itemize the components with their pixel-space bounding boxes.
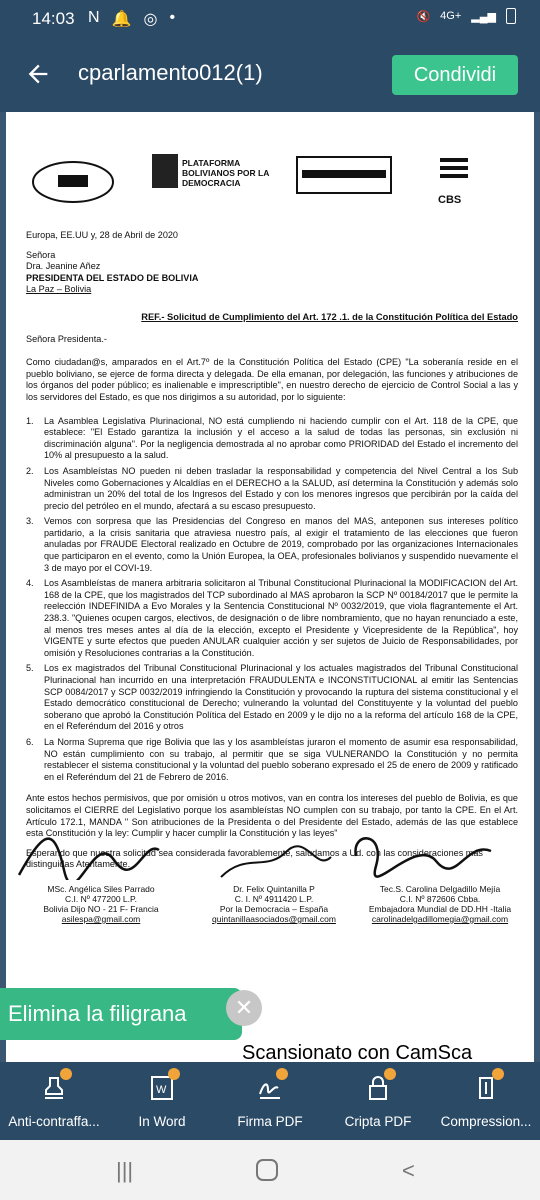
crown-icon (276, 1068, 288, 1080)
list-item: 6. La Norma Suprema que rige Bolivia que las y los asambleístas juraron el momento de asumir esa responsabilidad, NO están cumplimiento con su trabajo, al permitir que se siga VULNERANDO la Constitución y no permita restablecer el sistema constitucional y la voluntad del pueblo soberano expresado el 25 de enero de 2009 y ratificado en el Referéndum del 21 de Febrero de 2016. (26, 736, 518, 782)
signer-email: asilespa@gmail.com (61, 914, 141, 924)
document-page (6, 112, 534, 1062)
document-title: cparlamento012(1) (78, 60, 263, 85)
crown-icon (492, 1068, 504, 1080)
signer-email: quintanillaasociados@gmail.com (212, 914, 336, 924)
tool-in-word[interactable] (108, 1062, 216, 1140)
list-item: 5. Los ex magistrados del Tribunal Constitucional Plurinacional y los actuales magistrados del Tribunal Constitucional Plurinacional han incurrido en una interpretación FRAUDULENTA e INCONSTITUCIONAL al emitir las Sentencias SCP 0084/2017 y SCP 0032/2019 infringiendo la Constitución y provocando la ruptura del sistema constitucional y el Estado democrático constitucional de Derecho; vulnerando la voluntad del Constituyente y la voluntad del pueblo soberano que aprobó la Constitución Política del Estado en 2009 y le dijo no a la reforma del artículo 168 de la CPE, en el Referéndum del 2016 y otros (26, 663, 518, 732)
logo-plataforma-text: PLATAFORMA BOLIVIANOS POR LA DEMOCRACIA (182, 158, 270, 188)
share-button[interactable]: Condividi (392, 55, 518, 95)
signature-2-scribble (216, 842, 336, 882)
addressee-name: Dra. Jeanine Añez (26, 261, 101, 272)
addressee-title: PRESIDENTA DEL ESTADO DE BOLIVIA (26, 272, 199, 283)
bell-icon: 🔔 (111, 11, 132, 28)
greeting: Señora Presidenta.- (26, 333, 107, 344)
mute-icon: 🔇 (416, 10, 431, 23)
signatures (6, 812, 534, 932)
signer-id: C.I. Nº 872606 Cbba. (399, 894, 481, 904)
tool-label: Cripta PDF (344, 1114, 412, 1129)
tool-label: Compression... (440, 1114, 532, 1129)
system-nav-bar (0, 1140, 540, 1200)
signature-1-scribble (14, 820, 164, 880)
tool-label: Firma PDF (237, 1114, 303, 1129)
tool-encrypt-pdf[interactable] (324, 1062, 432, 1140)
signer-email: carolinadelgadillomegia@gmail.com (371, 914, 509, 924)
signature-block-1 (26, 884, 176, 924)
tool-compression[interactable] (432, 1062, 540, 1140)
bottom-toolbar (0, 1062, 540, 1140)
signer-id: C.I. Nº 477200 L.P. (65, 894, 137, 904)
list-item: 1. La Asamblea Legislativa Plurinacional, NO está cumpliendo ni haciendo cumplir con el Art. 118 de la CPE, que establece: "El Estado garantiza la inclusión y el acceso a la salud de todas las personas, sin exclusión ni discriminación alguna". Por la negligencia demostrada al no aprobar como PRIORIDAD del Estado el incremento del 10% al presupuesto a la salud. (26, 415, 518, 461)
crown-icon (168, 1068, 180, 1080)
crown-icon (60, 1068, 72, 1080)
notification-icons (88, 9, 175, 29)
signer-org: Embajadora Mundial de DD.HH -Italia (368, 904, 512, 914)
status-time: 14:03 (32, 9, 75, 28)
intro-paragraph: Como ciudadan@s, amparados en el Art.7º de la Constitución Política del Estado (CPE) "La soberanía reside en el pueblo boliviano, se ejerce de forma directa y delegada. De ella emanan, por delegación, las funciones y atribuciones de los órganos del poder público; es inalienable e imprescriptible", en nuestro derecho de ejercicio de Control Social a las y los servidores del Estado, es que nos dirigimos a su autoridad, por lo siguiente: (26, 357, 518, 402)
app-bar (0, 38, 540, 112)
recents-icon[interactable]: ||| (116, 1158, 134, 1183)
signature-block-2 (194, 884, 354, 924)
addressee-city: La Paz – Bolivia (26, 284, 92, 295)
cbs-logo-icon (434, 152, 474, 192)
remove-watermark-button[interactable]: Elimina la filigrana (0, 988, 242, 1040)
logo-internacional (28, 160, 118, 205)
signer-id: C. I. Nº 4911420 L.P. (234, 894, 314, 904)
addressee-block (26, 250, 518, 296)
addressee-salutation: Señora (26, 249, 56, 260)
crown-icon (384, 1068, 396, 1080)
close-icon[interactable]: ✕ (226, 990, 262, 1026)
status-bar (0, 0, 540, 38)
tool-label: In Word (138, 1114, 186, 1129)
list-item: 3. Vemos con sorpresa que las Presidencias del Congreso en manos del MAS, anteponen sus intereses político partidario, a la crisis sanitaria que atraviesa nuestro país, al exigir el tratamiento de las elecciones que fueron anuladas por FRAUDE Electoral realizado en Octubre de 2019, comprobado por las organizaciones Internacionales que participaron en el evento, como la Unión Europea, la OEA, profesionales bolivianos y suspendido nuevamente el 3 de mayo por el COVI-19. (26, 516, 518, 573)
instagram-icon: ◎ (143, 11, 158, 28)
logo-plataforma-icon (152, 154, 178, 188)
n-icon: N (88, 9, 100, 26)
signer-name: Dr. Felix Quintanilla P (233, 884, 315, 894)
status-right (416, 8, 516, 24)
home-icon[interactable] (256, 1159, 278, 1181)
signature-block-3 (352, 884, 528, 924)
list-item: 2. Los Asambleístas NO pueden ni deben trasladar la responsabilidad y competencia del Nivel Central a los Sub Niveles como Gobernaciones y Alcaldías en el DERECHO a la SALUD, así determina la Constitución y además solo administran un 20% del total de los Ingresos del Estado y con los menores ingresos que percibirán por la caída del precio del petróleo en el mundo, afectará a su escaso presupuesto. (26, 465, 518, 511)
tool-label: Anti-contraffa... (8, 1114, 100, 1129)
closing-paragraph: Ante estos hechos permisivos, que por omisión u otros motivos, van en contra los intereses del pueblo de Bolivia, es que solicitamos el CIERRE del Legislativo porque los asambleístas NO cumplen con su trabajo, por tanto la CPE. En el Art. Artículo 172.1, MANDA " Son atribuciones de la Presidenta o del Presidente del Estado, además de las que establece esta Constitución y la ley: Cumplir y hacer cumplir la Constitución y las leyes" (26, 793, 518, 839)
document-viewer[interactable] (0, 112, 540, 1062)
tool-anti-counterfeit[interactable] (0, 1062, 108, 1140)
signer-name: Tec.S. Carolina Delgadillo Mejía (379, 884, 501, 894)
letter-body (26, 230, 518, 878)
svg-text:W: W (156, 1084, 167, 1096)
reference-line: REF.- Solicitud de Cumplimiento del Art. 172 .1. de la Constitución Política del Estado (141, 311, 518, 322)
dot-icon: • (169, 9, 176, 26)
battery-icon (506, 8, 516, 24)
back-nav-icon[interactable]: < (402, 1158, 415, 1183)
signer-org: Bolivia Dijo NO - 21 F- Francia (43, 904, 159, 914)
logo-boxed (296, 156, 392, 194)
signer-org: Por la Democracia – España (219, 904, 329, 914)
letterhead-logos (6, 152, 534, 242)
back-arrow-icon[interactable] (24, 60, 52, 88)
cbs-logo-text: CBS (438, 194, 462, 206)
signer-name: MSc. Angélica Siles Parrado (47, 884, 155, 894)
tool-sign-pdf[interactable] (216, 1062, 324, 1140)
points-list (26, 416, 518, 784)
signature-3-scribble (346, 826, 496, 886)
letter-date: Europa, EE.UU y, 28 de Abril de 2020 (26, 230, 178, 240)
signal-icon: ▂▄▆ (471, 10, 496, 23)
network-label: 4G+ (440, 10, 462, 22)
list-item: 4. Los Asambleístas de manera arbitraria solicitaron al Tribunal Constitucional Plurinacional la MODIFICACION del Art. 168 de la CPE, que los magistrados del TCP subordinado al MAS aprobaron la SCP Nº 00184/2017 que le permite la reelección INDEFINIDA a Evo Morales y la Sentencia Constitucional Nº 0032/2019, que viola flagrantemente el Art. 238.3. "Quienes ocupen cargos, electivos, de designación o de libre nombramiento, que no hayan renunciado a este, al menos tres meses antes al día de la elección, excepto el Presidente y Vicepresidente de la República", hoy VIGENTE y surte efectos que pueden ANULAR cualquier acción y ser sujetos de Juicio de Responsabilidades, por omisión y Resoluciones contrarias a la Constitución. (26, 578, 518, 658)
farewell-paragraph: Esperando que nuestra solicitud sea considerada favorablemente, saludamos a Ud. con las consideraciones más distinguidas Atentamente. (26, 847, 483, 870)
scanner-watermark: Scansionato con CamSca (242, 1042, 473, 1062)
